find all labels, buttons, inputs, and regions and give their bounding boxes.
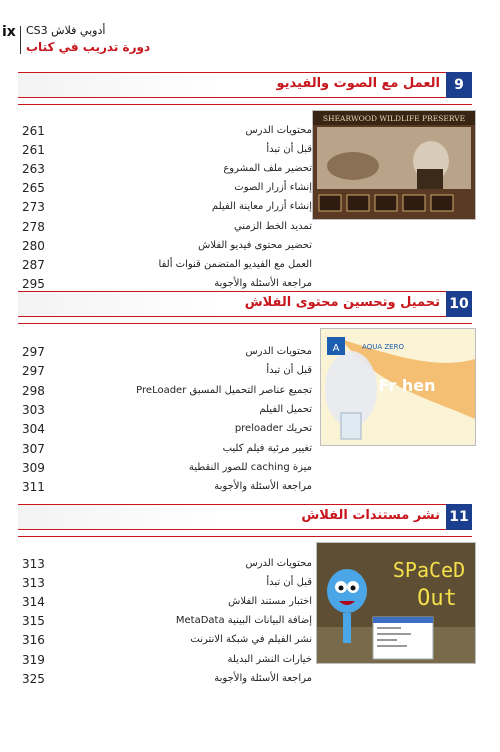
chapter-number: 11 (446, 504, 472, 530)
toc-entry (0, 364, 500, 380)
chapter-title: تحميل وتحسين محتوى الفلاش (244, 295, 440, 310)
toc-entry (0, 442, 500, 458)
toc-entry (0, 672, 500, 688)
chapter-heading (18, 504, 472, 530)
toc-entry (0, 461, 500, 477)
toc-entry-title: قبل أن تبدأ (266, 144, 312, 156)
toc-entry-title: تحريك preloader (234, 423, 312, 435)
chapter-number: 10 (446, 291, 472, 317)
toc-entry-title: محتويات الدرس (245, 346, 312, 357)
toc-page-number: 311 (22, 480, 45, 495)
chapter-rule (18, 323, 472, 324)
toc-entry-title: خيارات النشر البديلة (227, 653, 312, 665)
toc-page-number: 297 (22, 364, 45, 379)
toc-entry-title: تمديد الخط الزمني (233, 220, 312, 232)
toc-page-number: 261 (22, 124, 45, 138)
toc-page-number: 287 (22, 257, 45, 272)
toc-page-number: 316 (22, 633, 45, 648)
toc-page-number: 273 (22, 200, 45, 215)
chapter-heading (18, 291, 472, 317)
toc-entry (0, 239, 500, 255)
toc-entry-title: ميزة caching للصور النقطية (188, 461, 312, 473)
toc-entry-title: اختبار مستند الفلاش (228, 596, 312, 608)
logo-mark: A (332, 343, 340, 354)
toc-entry-title: إنشاء أزرار الصوت (234, 182, 312, 194)
chapter-number: 9 (446, 72, 472, 98)
toc-entry (0, 181, 500, 197)
series-title: دورة تدريب في كتاب (26, 40, 151, 54)
toc-entry-title: تحضير محتوى فيديو الفلاش (198, 239, 312, 251)
toc-page-number: 261 (22, 143, 45, 158)
toc-entry (0, 576, 500, 592)
toc-page-number: 304 (22, 422, 45, 437)
chapter-heading (18, 72, 472, 98)
toc-page-number: 303 (22, 402, 45, 417)
toc-page-number: 280 (22, 238, 45, 253)
toc-entry (0, 345, 500, 361)
page-number: ix (2, 24, 16, 40)
toc-entry (0, 557, 500, 573)
toc-page-number: 298 (22, 383, 45, 398)
toc-entry-title: قبل أن تبدأ (266, 577, 312, 589)
toc-entry-title: مراجعة الأسئلة والأجوبة (214, 277, 312, 289)
toc-page-number: 295 (22, 276, 45, 291)
toc-entry-title: العمل مع الفيديو المتضمن قنوات ألفا (158, 258, 312, 270)
running-header (0, 20, 500, 60)
toc-page-number: 313 (22, 557, 45, 571)
toc-page-number: 315 (22, 614, 45, 629)
toc-entry (0, 633, 500, 649)
chapter-title: العمل مع الصوت والفيديو (276, 76, 440, 91)
toc-entry-title: تحضير ملف المشروع (223, 163, 312, 175)
toc-entry-title: إضافة البيانات البينية MetaData (175, 615, 312, 627)
toc-entry (0, 162, 500, 178)
toc-entry (0, 258, 500, 274)
chapter-rule (18, 536, 472, 537)
toc-entry (0, 480, 500, 496)
toc-entry (0, 200, 500, 216)
toc-entry (0, 422, 500, 438)
toc-entry (0, 220, 500, 236)
book-title: أدوبي فلاش CS3 (26, 24, 106, 37)
toc-entry-title: محتويات الدرس (245, 558, 312, 569)
thumbnail-caption: AQUA ZERO (362, 343, 404, 351)
toc-entry-title: محتويات الدرس (245, 125, 312, 136)
toc-entry-title: إنشاء أزرار معاينة الفيلم (211, 201, 312, 213)
toc-entry (0, 614, 500, 630)
toc-entry-title: تحميل الفيلم (259, 403, 312, 415)
toc-entry-title: مراجعة الأسئلة والأجوبة (214, 672, 312, 684)
toc-entry (0, 124, 500, 140)
thumbnail-text: Fr hen (378, 376, 436, 395)
thumbnail-line2: Out (417, 586, 457, 611)
toc-entry (0, 143, 500, 159)
thumbnail-caption: SHEARWOOD WILDLIFE PRESERVE (322, 114, 466, 123)
toc-entry-title: تغيير مرئية فيلم كليب (222, 442, 312, 454)
toc-entry-title: مراجعة الأسئلة والأجوبة (214, 481, 312, 493)
toc-entry (0, 653, 500, 669)
toc-entry-title: تجميع عناصر التحميل المسبق PreLoader (136, 384, 312, 396)
chapter-title: نشر مستندات الفلاش (301, 508, 440, 523)
toc-page-number: 314 (22, 595, 45, 610)
chapter-rule (18, 104, 472, 105)
toc-page-number: 297 (22, 345, 45, 359)
toc-entry (0, 384, 500, 400)
toc-page-number: 309 (22, 460, 45, 475)
toc-page-number: 278 (22, 219, 45, 234)
toc-page-number: 307 (22, 441, 45, 456)
toc-page-number: 313 (22, 576, 45, 591)
toc-page-number: 319 (22, 652, 45, 667)
toc-page-number: 265 (22, 181, 45, 196)
toc-entry (0, 403, 500, 419)
toc-entry-title: قبل أن تبدأ (266, 365, 312, 377)
toc-page-number: 325 (22, 671, 45, 686)
thumbnail-line1: SPaCeD (392, 558, 466, 582)
toc-entry-title: نشر الفيلم في شبكة الانترنت (190, 634, 312, 646)
header-divider (20, 26, 21, 54)
toc-entry (0, 595, 500, 611)
toc-page-number: 263 (22, 162, 45, 177)
